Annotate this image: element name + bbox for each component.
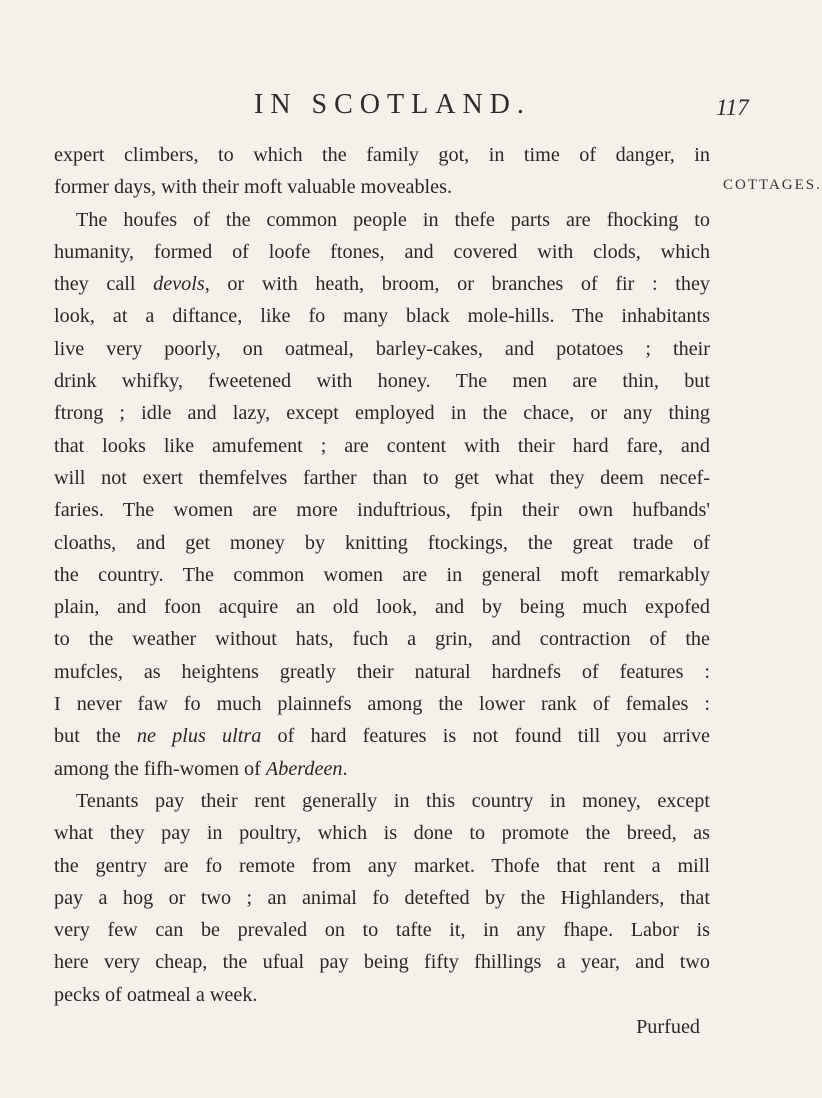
italic-text: Aberdeen xyxy=(265,757,343,780)
text-line xyxy=(54,850,710,882)
text-segment: Tenants pay their rent generally in this country in money, except xyxy=(76,789,710,812)
text-line xyxy=(54,300,710,332)
text-line xyxy=(54,817,710,849)
text-line xyxy=(54,494,710,526)
text-segment: what they pay in poultry, which is done to promote the breed, as xyxy=(54,822,710,845)
text-segment: expert climbers, to which the family got, in time of danger, in xyxy=(54,144,710,166)
margin-note: COTTAGES. xyxy=(723,177,822,193)
text-segment: cloaths, and get money by knitting ftockings, the great trade of xyxy=(54,531,710,554)
italic-text: ne plus ultra xyxy=(136,725,262,748)
text-line xyxy=(54,914,710,946)
text-line xyxy=(54,236,710,268)
text-segment: of hard features is not found till you arrive xyxy=(261,725,710,748)
text-segment: drink whifky, fweetened with honey. The men are thin, but xyxy=(54,370,710,393)
text-segment: here very cheap, the ufual pay being fifty fhillings a year, and two xyxy=(54,951,710,974)
text-segment: mufcles, as heightens greatly their natural hardnefs of features : xyxy=(54,660,710,683)
text-segment: to the weather without hats, fuch a grin, and contraction of the xyxy=(54,628,710,651)
text-segment: they call xyxy=(54,273,154,296)
text-line xyxy=(54,430,710,462)
text-segment: but the xyxy=(54,725,137,748)
text-segment: very few can be prevaled on to tafte it, in any fhape. Labor is xyxy=(54,919,710,942)
text-line xyxy=(54,656,710,688)
text-line xyxy=(54,527,710,559)
text-line xyxy=(54,591,710,623)
running-head-title: IN SCOTLAND. xyxy=(254,89,531,120)
text-segment: humanity, formed of loofe ftones, and covered with clods, which xyxy=(54,240,710,263)
text-line xyxy=(54,397,710,429)
text-segment: live very poorly, on oatmeal, barley-cakes, and potatoes ; their xyxy=(54,337,710,360)
text-segment: will not exert themfelves farther than to get what they deem necef- xyxy=(54,466,710,489)
text-line xyxy=(54,139,710,171)
text-line xyxy=(54,753,710,785)
text-line xyxy=(54,623,710,655)
text-segment: plain, and foon acquire an old look, and by being much expofed xyxy=(54,596,710,619)
text-line xyxy=(54,171,710,203)
body-text xyxy=(54,139,710,1043)
text-line xyxy=(54,365,710,397)
text-line xyxy=(54,268,710,300)
text-segment: former days, with their moft valuable moveables. xyxy=(54,176,453,199)
text-line xyxy=(54,979,710,1011)
text-line xyxy=(54,882,710,914)
text-segment: among the fifh-women of xyxy=(54,757,266,780)
text-line xyxy=(54,204,710,236)
text-segment: . xyxy=(342,757,348,780)
page-number: 117 xyxy=(716,95,749,120)
text-line xyxy=(54,720,710,752)
text-segment: ftrong ; idle and lazy, except employed in the chace, or any thing xyxy=(54,402,710,425)
catchword xyxy=(54,1011,710,1043)
text-line xyxy=(54,946,710,978)
text-segment: pay a hog or two ; an animal fo detefted by the Highlanders, that xyxy=(54,886,710,909)
text-segment: the gentry are fo remote from any market. Thofe that rent a mill xyxy=(54,854,710,877)
text-segment: that looks like amufement ; are content with their hard fare, and xyxy=(54,434,710,457)
text-segment: I never faw fo much plainnefs among the lower rank of females : xyxy=(54,693,710,716)
text-segment: pecks of oatmeal a week. xyxy=(54,983,258,1006)
text-segment: The houfes of the common people in thefe parts are fhocking to xyxy=(76,208,710,231)
text-segment: , or with heath, broom, or branches of fir : they xyxy=(204,273,710,296)
text-segment: look, at a diftance, like fo many black mole-hills. The inhabitants xyxy=(54,305,710,328)
text-line xyxy=(54,688,710,720)
text-line xyxy=(54,785,710,817)
text-segment: faries. The women are more induftrious, fpin their own hufbands' xyxy=(54,499,710,522)
text-line xyxy=(54,333,710,365)
text-line xyxy=(54,559,710,591)
text-line xyxy=(54,462,710,494)
text-segment: the country. The common women are in general moft remarkably xyxy=(54,563,710,586)
italic-text: devols xyxy=(153,273,205,296)
running-head xyxy=(0,89,800,129)
text-segment: Purfued xyxy=(636,1016,700,1039)
